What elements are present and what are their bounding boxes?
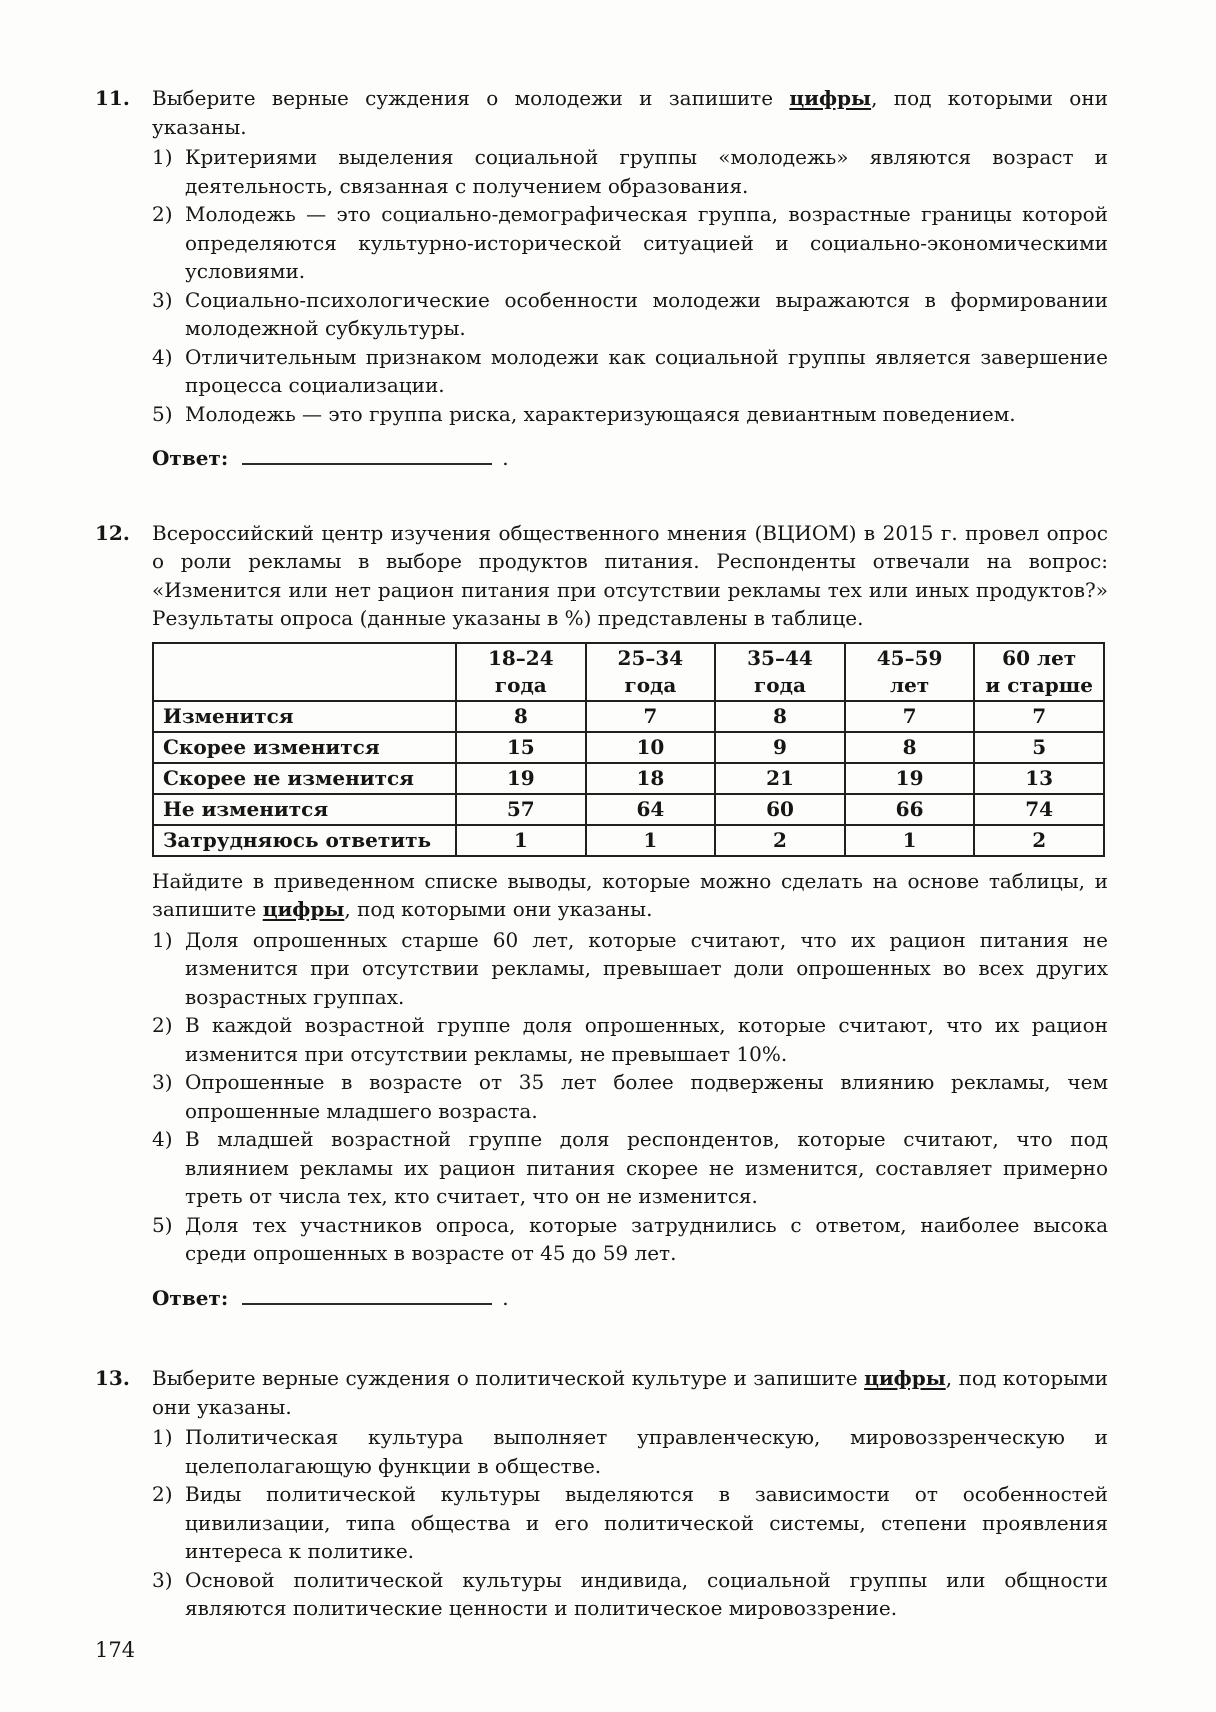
value-cell: 2 <box>974 825 1104 856</box>
value-cell: 19 <box>845 763 975 794</box>
header-line: 25–34 <box>617 645 684 670</box>
row-label-cell: Не изменится <box>153 794 456 825</box>
list-item <box>152 343 1108 400</box>
value-cell: 21 <box>715 763 845 794</box>
header-line: лет <box>889 672 930 697</box>
item-number: 3) <box>152 1070 173 1094</box>
row-label-cell: Затрудняюсь ответить <box>153 825 456 856</box>
value-cell: 7 <box>586 701 716 732</box>
value-cell: 66 <box>845 794 975 825</box>
table-row <box>153 794 1104 825</box>
item-text: Виды политической культуры выделяются в зависимости от особенностей цивилизации, типа общества и его политической системы, степени проявления интереса к политике. <box>185 1482 1108 1563</box>
value-cell: 1 <box>845 825 975 856</box>
item-text: В каждой возрастной группе доля опрошенных, которые считают, что их рацион изменится при отсутствии рекламы, не превышает 10%. <box>185 1013 1108 1066</box>
value-cell: 7 <box>845 701 975 732</box>
task-text <box>152 867 1108 924</box>
keyword-underlined: цифры <box>789 86 872 110</box>
value-cell: 15 <box>456 732 586 763</box>
value-cell: 18 <box>586 763 716 794</box>
answer-period: . <box>502 1285 509 1310</box>
answer-blank[interactable] <box>242 1289 492 1305</box>
table-header-row <box>153 643 1104 701</box>
item-number: 2) <box>152 1013 173 1037</box>
header-line: 45–59 <box>876 645 943 670</box>
list-item <box>152 400 1108 429</box>
question-head <box>95 84 1108 141</box>
header-line: года <box>754 672 806 697</box>
question-intro: Всероссийский центр изучения общественного мнения (ВЦИОМ) в 2015 г. провел опрос о роли рекламы в выборе продуктов питания. Респонденты отвечали на вопрос: «Изменится или нет рацион питания при отсутствии рекламы тех или иных продуктов?» Результаты опроса (данные указаны в %) представлены в таблице. <box>152 520 1108 630</box>
options-list <box>152 926 1108 1268</box>
item-text: В младшей возрастной группе доля респондентов, которые считают, что под влиянием рекламы их рацион питания скорее не изменится, составляет примерно треть от числа тех, кто считает, что он не изменится. <box>185 1127 1108 1208</box>
keyword-underlined: цифры <box>864 1366 946 1390</box>
value-cell: 57 <box>456 794 586 825</box>
keyword-underlined: цифры <box>262 897 345 921</box>
answer-row <box>152 1284 1108 1313</box>
options-list <box>152 1423 1108 1623</box>
list-item <box>152 1211 1108 1268</box>
item-text: Молодежь — это группа риска, характеризующаяся девиантным поведением. <box>185 401 1016 426</box>
list-item <box>152 1480 1108 1566</box>
question-head <box>95 1364 1108 1421</box>
list-item <box>152 1011 1108 1068</box>
item-number: 4) <box>152 1127 173 1151</box>
header-line: 35–44 <box>747 645 813 670</box>
value-cell: 74 <box>974 794 1104 825</box>
table-header-cell <box>974 643 1104 701</box>
item-number: 5) <box>152 401 173 426</box>
list-item <box>152 200 1108 286</box>
item-number: 1) <box>152 927 173 952</box>
list-item <box>152 1125 1108 1211</box>
value-cell: 60 <box>715 794 845 825</box>
list-item <box>152 926 1108 1012</box>
list-item <box>152 1566 1108 1623</box>
question-stem <box>152 1364 1108 1421</box>
item-text: Опрошенные в возрасте от 35 лет более подвержены влиянию рекламы, чем опрошенные младшего возраста. <box>185 1070 1108 1123</box>
task-pre: Найдите в приведенном списке выводы, которые можно сделать на основе таблицы, и запишите <box>152 868 1108 921</box>
header-line: года <box>494 672 547 697</box>
table-header-cell <box>456 643 586 701</box>
value-cell: 9 <box>715 732 845 763</box>
list-item <box>152 1068 1108 1125</box>
table-row <box>153 701 1104 732</box>
item-text: Доля тех участников опроса, которые затруднились с ответом, наиболее высока среди опрошенных в возрасте от 45 до 59 лет. <box>185 1212 1108 1265</box>
question-13 <box>95 1364 1108 1623</box>
header-line: 18–24 <box>487 645 554 670</box>
list-item <box>152 1423 1108 1480</box>
item-number: 3) <box>152 1567 173 1592</box>
item-number: 2) <box>152 1482 173 1506</box>
header-line: 60 лет <box>1002 645 1077 670</box>
answer-period: . <box>502 446 509 470</box>
header-line: и старше <box>985 672 1093 697</box>
row-label-cell: Скорее изменится <box>153 732 456 763</box>
list-item <box>152 286 1108 343</box>
item-text: Социально-психологические особенности молодежи выражаются в формировании молодежной субкультуры. <box>185 287 1108 340</box>
item-number: 1) <box>152 145 173 169</box>
value-cell: 10 <box>586 732 716 763</box>
answer-label: Ответ: <box>152 446 229 470</box>
item-number: 5) <box>152 1212 173 1237</box>
item-text: Основой политической культуры индивида, социальной группы или общности являются политические ценности и политическое мировоззрение. <box>185 1567 1108 1620</box>
header-line: года <box>624 672 677 697</box>
table-row <box>153 763 1104 794</box>
table-header-cell <box>845 643 975 701</box>
item-text: Политическая культура выполняет управленческую, мировоззренческую и целеполагающую функции в обществе. <box>185 1425 1108 1478</box>
value-cell: 1 <box>456 825 586 856</box>
table-row <box>153 825 1104 856</box>
item-text: Критериями выделения социальной группы «молодежь» являются возраст и деятельность, связанная с получением образования. <box>185 145 1108 198</box>
item-number: 2) <box>152 202 173 226</box>
list-item <box>152 143 1108 200</box>
value-cell: 8 <box>845 732 975 763</box>
stem-text: , под которыми они указаны. <box>152 86 1109 139</box>
question-head <box>95 519 1108 633</box>
answer-row <box>152 444 1108 473</box>
question-number: 12. <box>95 520 130 545</box>
value-cell: 1 <box>586 825 716 856</box>
stem-text: , под которыми они указаны. <box>152 1366 1108 1419</box>
value-cell: 19 <box>456 763 586 794</box>
item-text: Отличительным признаком молодежи как социальной группы является завершение процесса социализации. <box>185 344 1108 397</box>
question-stem <box>152 84 1108 141</box>
value-cell: 64 <box>586 794 716 825</box>
value-cell: 8 <box>456 701 586 732</box>
question-11 <box>95 84 1108 473</box>
value-cell: 5 <box>974 732 1104 763</box>
table-header-cell <box>586 643 716 701</box>
row-label-cell: Скорее не изменится <box>153 763 456 794</box>
stem-text: Выберите верные суждения о политической культуре и запишите <box>152 1366 865 1390</box>
item-text: Доля опрошенных старше 60 лет, которые считают, что их рацион питания не изменится при отсутствии рекламы, превышает доли опрошенных во всех других возрастных группах. <box>185 927 1108 1009</box>
value-cell: 8 <box>715 701 845 732</box>
item-number: 4) <box>152 344 173 369</box>
item-text: Молодежь — это социально-демографическая группа, возрастные границы которой определяются культурно-исторической ситуацией и социально-экономическими условиями. <box>185 202 1108 283</box>
item-number: 3) <box>152 287 173 312</box>
question-12 <box>95 519 1108 1313</box>
question-number: 11. <box>95 86 130 110</box>
stem-text: Выберите верные суждения о молодежи и запишите <box>152 86 790 110</box>
table-corner-cell <box>153 643 456 701</box>
value-cell: 7 <box>974 701 1104 732</box>
table-row <box>153 732 1104 763</box>
value-cell: 2 <box>715 825 845 856</box>
task-post: , под которыми они указаны. <box>344 897 653 921</box>
question-number: 13. <box>95 1366 130 1390</box>
page-number: 174 <box>95 1637 136 1662</box>
answer-label: Ответ: <box>152 1285 229 1310</box>
table-header-cell <box>715 643 845 701</box>
options-list <box>152 143 1108 428</box>
value-cell: 13 <box>974 763 1104 794</box>
answer-blank[interactable] <box>242 449 492 465</box>
survey-table <box>152 642 1105 857</box>
row-label-cell: Изменится <box>153 701 456 732</box>
item-number: 1) <box>152 1425 173 1449</box>
